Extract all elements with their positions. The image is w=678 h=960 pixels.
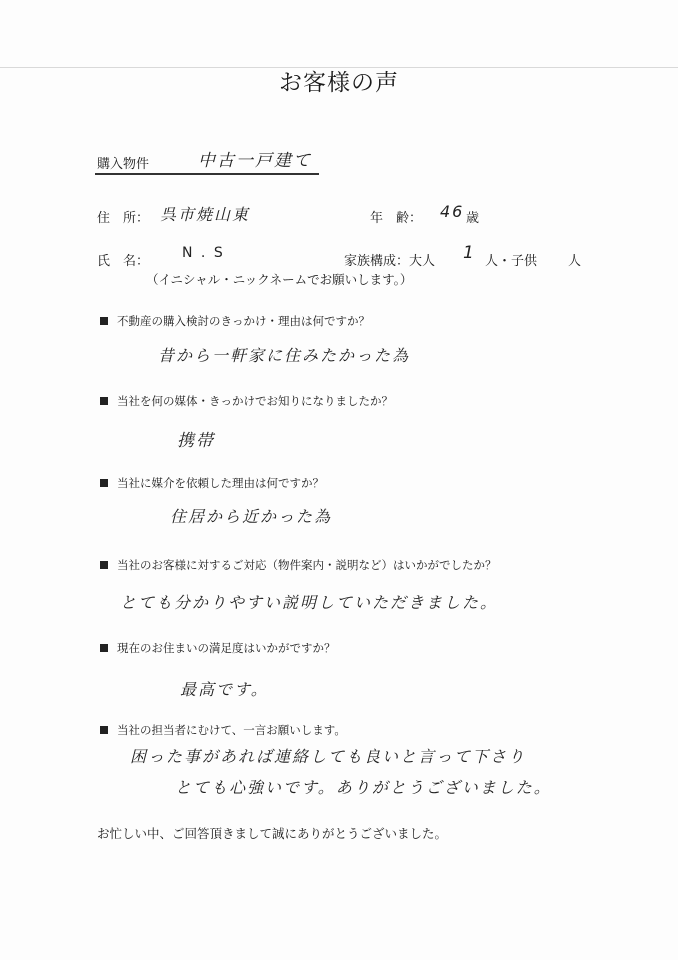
- bullet-square-icon: [100, 644, 108, 652]
- property-label: 購入物件: [97, 157, 150, 172]
- family-label: 家族構成：大人: [344, 254, 436, 269]
- answer-6-line-1: 困った事があれば連絡しても良いと言って下さり: [130, 747, 527, 766]
- name-label: 氏 名：: [97, 254, 150, 269]
- question-6: 当社の担当者にむけて、一言お願いします。: [100, 722, 346, 738]
- question-4: 当社のお客様に対するご対応（物件案内・説明など）はいかがでしたか？: [100, 557, 497, 573]
- family-adults: 1: [463, 243, 476, 263]
- age-unit: 歳: [466, 211, 480, 226]
- bullet-square-icon: [100, 317, 108, 325]
- question-5: 現在のお住まいの満足度はいかがですか？: [100, 640, 336, 656]
- question-3: 当社に媒介を依頼した理由は何ですか？: [100, 475, 324, 491]
- answer-2: 携帯: [177, 431, 215, 451]
- family-adult-unit: 人・子供: [485, 254, 538, 269]
- address-value: 呉市焼山東: [160, 205, 251, 224]
- bullet-square-icon: [100, 397, 108, 405]
- answer-1: 昔から一軒家に住みたかった為: [158, 346, 411, 365]
- answer-3: 住居から近かった為: [170, 507, 333, 526]
- age-value: 46: [440, 202, 465, 221]
- family-child-unit: 人: [568, 254, 582, 269]
- page-title: お客様の声: [279, 70, 399, 96]
- closing-message: お忙しい中、ご回答頂きまして誠にありがとうございました。: [97, 826, 448, 841]
- property-underline: [95, 173, 319, 175]
- bullet-square-icon: [100, 726, 108, 734]
- property-value: 中古一戸建て: [198, 151, 312, 171]
- age-label: 年 齢：: [370, 211, 423, 226]
- address-label: 住 所：: [97, 211, 150, 226]
- answer-5: 最高です。: [180, 680, 269, 699]
- name-value: N . S: [182, 245, 225, 261]
- answer-4: とても分かりやすい説明していただきました。: [120, 593, 499, 612]
- answer-6-line-2: とても心強いです。ありがとうございました。: [175, 778, 552, 797]
- name-note: （イニシャル・ニックネームでお願いします。）: [146, 272, 413, 287]
- bullet-square-icon: [100, 561, 108, 569]
- question-2: 当社を何の媒体・きっかけでお知りになりましたか？: [100, 393, 393, 409]
- question-1: 不動産の購入検討のきっかけ・理由は何ですか？: [100, 313, 370, 329]
- bullet-square-icon: [100, 479, 108, 487]
